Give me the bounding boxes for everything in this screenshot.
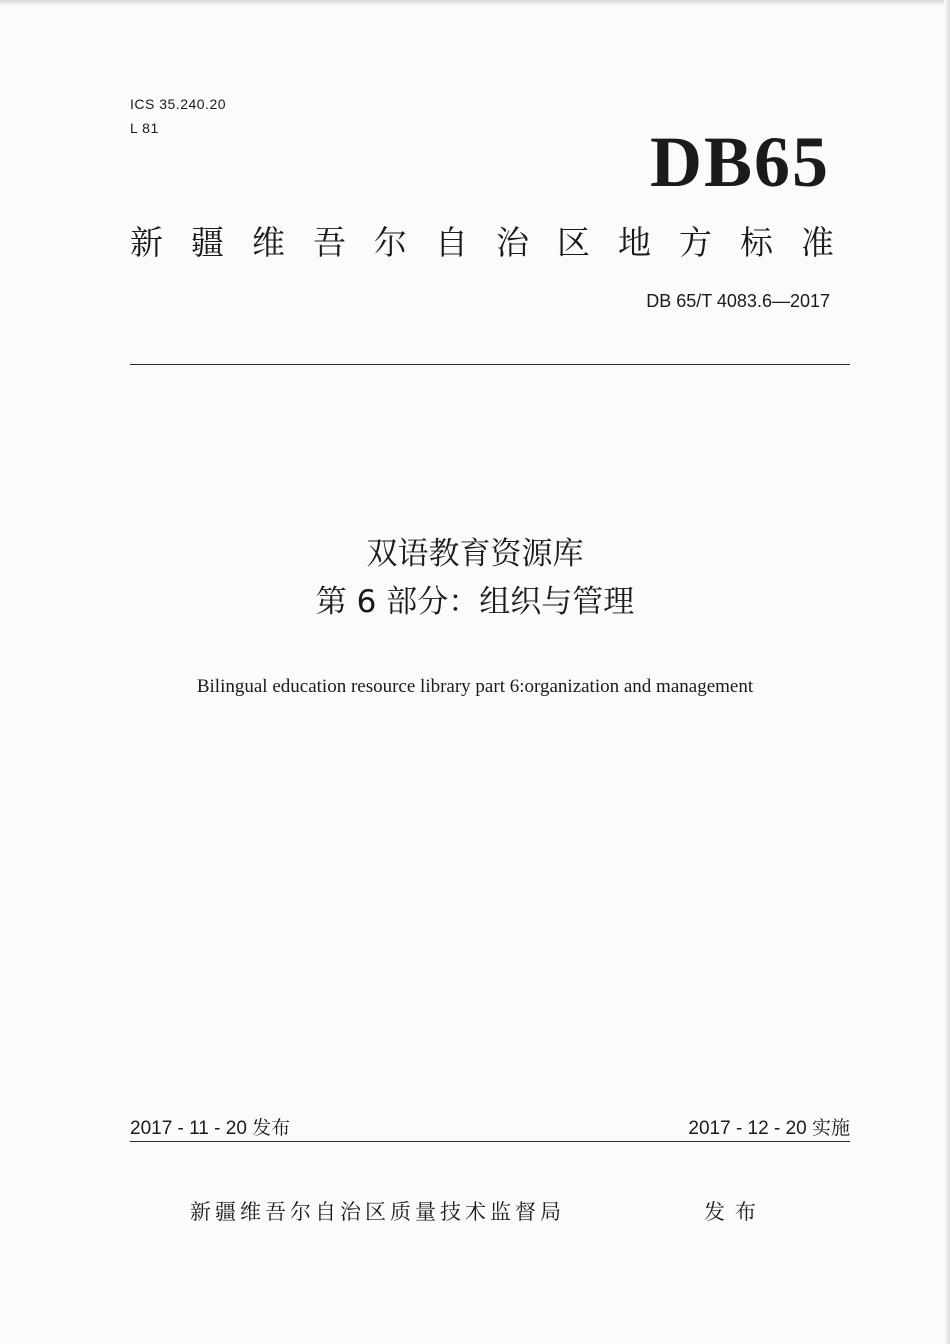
- english-title: Bilingual education resource library part 6:organization and management: [196, 676, 754, 697]
- classification-codes: [130, 92, 226, 140]
- chinese-title-line1: 双语教育资源库: [366, 536, 584, 572]
- publisher-name: 新疆维吾尔自治区质量技术监督局: [190, 1200, 565, 1224]
- published-label: 发布: [704, 1200, 766, 1224]
- footer-divider: [130, 1141, 850, 1142]
- issue-date: 2017 - 11 - 20 发布: [130, 1118, 291, 1139]
- standard-type-heading: 新疆维吾尔自治区地方标准: [130, 223, 862, 262]
- ccs-code: L 81: [130, 120, 159, 136]
- chinese-title-line2: 第 6 部分：组织与管理: [315, 584, 635, 620]
- db65-logo: DB65: [649, 122, 830, 202]
- chinese-title: [0, 530, 950, 626]
- header-divider: [130, 364, 850, 365]
- standard-number: DB 65/T 4083.6—2017: [646, 291, 830, 311]
- scan-edge-top: [0, 0, 950, 6]
- scan-edge-right: [944, 0, 950, 1344]
- ics-code: ICS 35.240.20: [130, 96, 227, 112]
- implementation-date: 2017 - 12 - 20 实施: [688, 1118, 850, 1139]
